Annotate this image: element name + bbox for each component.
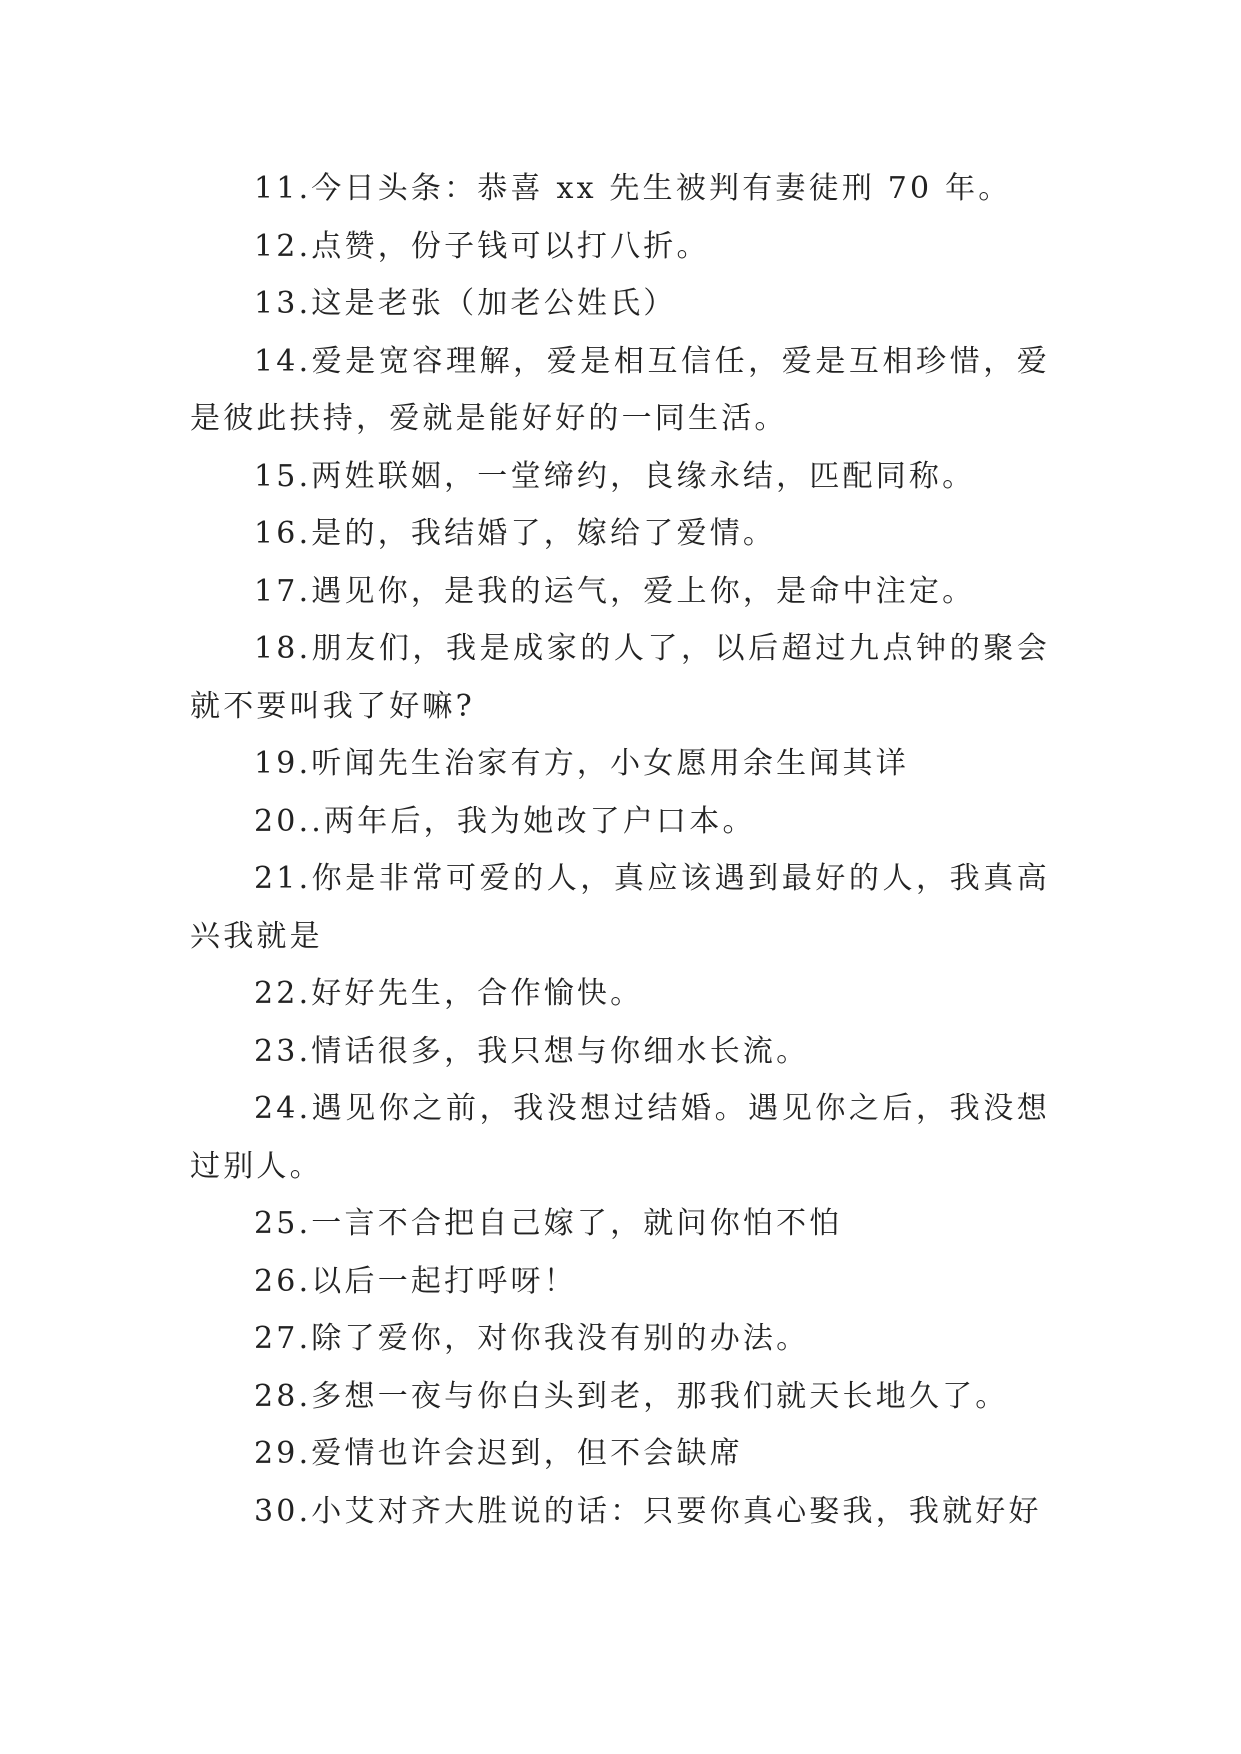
paragraph-23: 23.情话很多，我只想与你细水长流。 bbox=[254, 1033, 810, 1069]
paragraph-15: 15.两姓联姻，一堂缔约，良缘永结，匹配同称。 bbox=[254, 458, 976, 494]
document-body bbox=[190, 160, 1050, 1540]
paragraph-17: 17.遇见你，是我的运气，爱上你，是命中注定。 bbox=[254, 573, 976, 609]
paragraph-19: 19.听闻先生治家有方，小女愿用余生闻其详 bbox=[254, 746, 909, 781]
paragraph-30: 30.小艾对齐大胜说的话：只要你真心娶我，我就好好 bbox=[254, 1493, 1042, 1529]
paragraph-29: 29.爱情也许会迟到，但不会缺席 bbox=[254, 1436, 743, 1471]
paragraph-24: 24.遇见你之前，我没想过结婚。遇见你之后，我没想过别人。 bbox=[190, 1091, 1050, 1184]
paragraph-13: 13.这是老张（加老公姓氏） bbox=[254, 286, 677, 321]
paragraph-20: 20..两年后，我为她改了户口本。 bbox=[254, 803, 756, 839]
paragraph-14: 14.爱是宽容理解，爱是相互信任，爱是互相珍惜，爱是彼此扶持，爱就是能好好的一同生活。 bbox=[190, 343, 1050, 436]
paragraph-11: 11.今日头条：恭喜 xx 先生被判有妻徒刑 70 年。 bbox=[254, 171, 1012, 206]
paragraph-22: 22.好好先生，合作愉快。 bbox=[254, 976, 644, 1011]
paragraph-21: 21.你是非常可爱的人，真应该遇到最好的人，我真高兴我就是 bbox=[190, 861, 1050, 954]
paragraph-27: 27.除了爱你，对你我没有别的办法。 bbox=[254, 1321, 810, 1356]
paragraph-25: 25.一言不合把自己嫁了，就问你怕不怕 bbox=[254, 1206, 843, 1241]
paragraph-26: 26.以后一起打呼呀！ bbox=[254, 1263, 577, 1299]
paragraph-16: 16.是的，我结婚了，嫁给了爱情。 bbox=[254, 516, 777, 551]
paragraph-12: 12.点赞，份子钱可以打八折。 bbox=[254, 228, 710, 264]
paragraph-28: 28.多想一夜与你白头到老，那我们就天长地久了。 bbox=[254, 1378, 1009, 1414]
paragraph-18: 18.朋友们，我是成家的人了，以后超过九点钟的聚会就不要叫我了好嘛? bbox=[190, 631, 1050, 724]
